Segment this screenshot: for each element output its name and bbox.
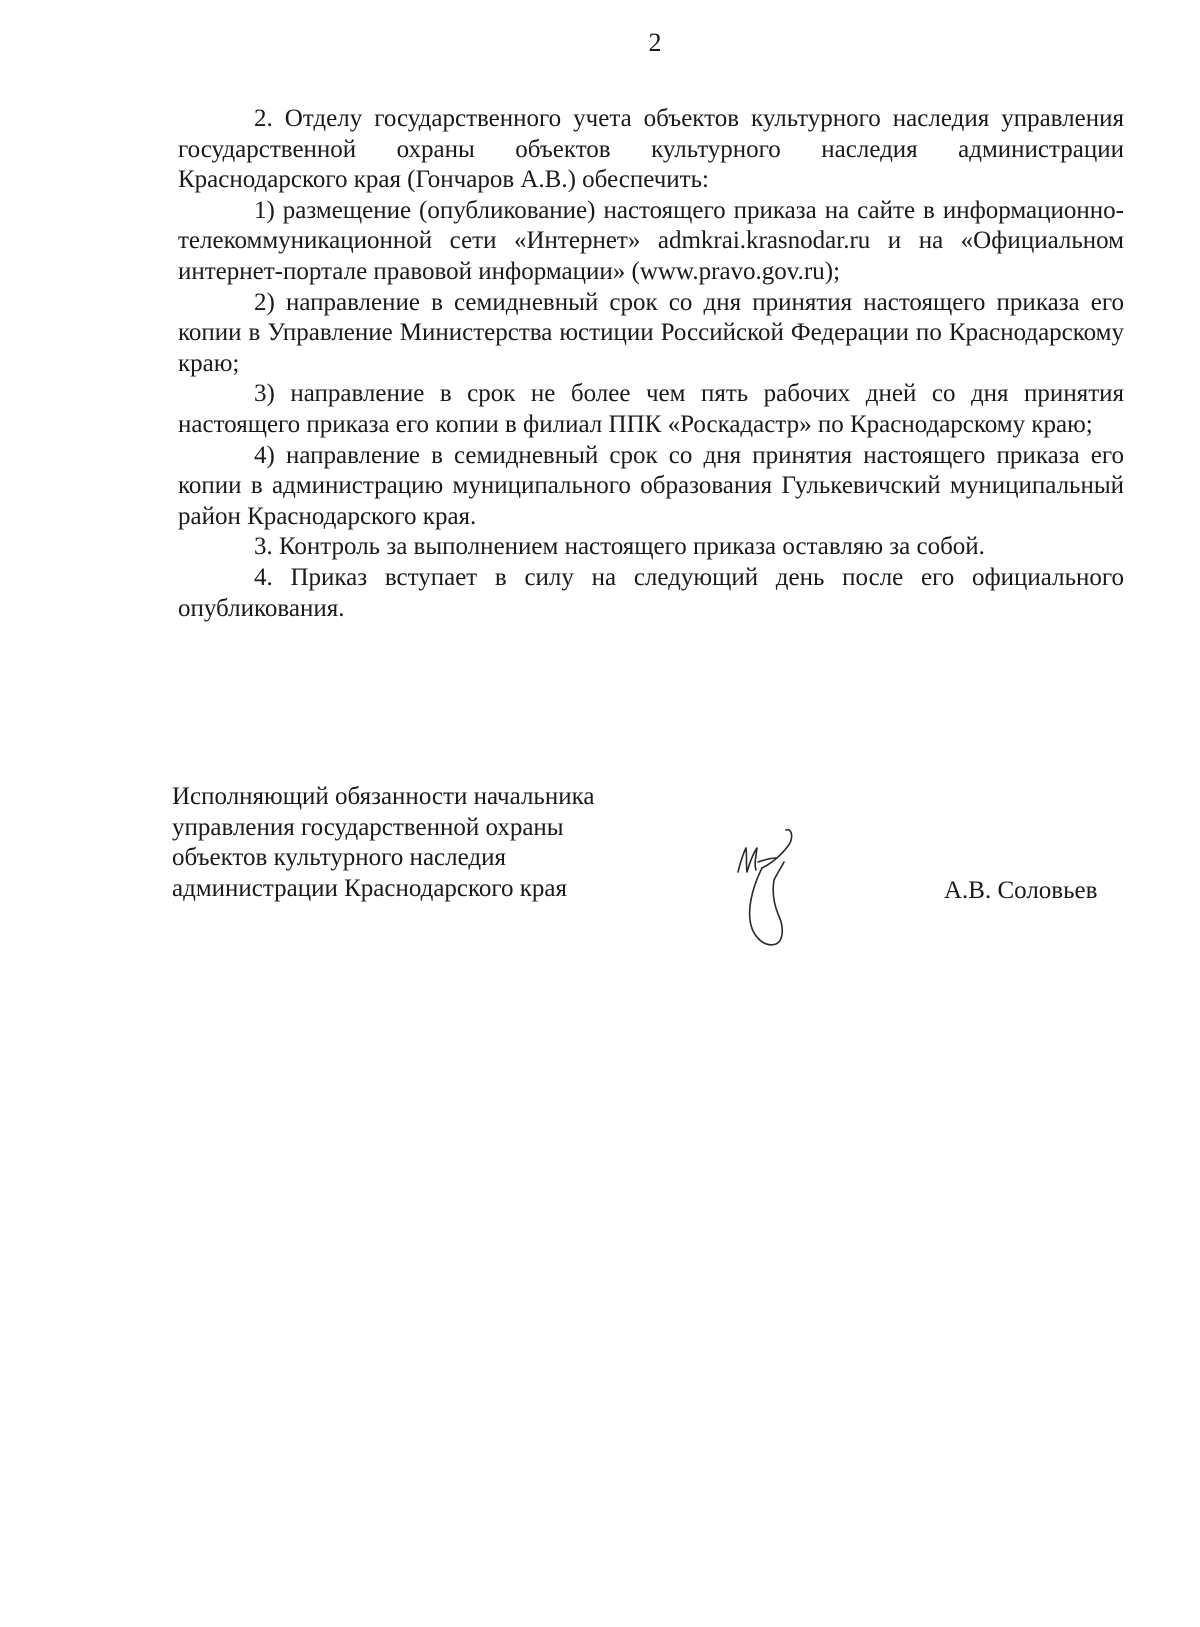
position-line: объектов культурного наследия [172, 844, 506, 872]
position-line: администрации Краснодарского края [172, 874, 568, 902]
paragraph-subitem-1: 1) размещение (опубликование) настоящего приказа на сайте в информационно-телекоммуникационной сети «Интернет» admkrai.krasnodar.ru и на «Официальном интернет-портале правовой информации» (www.pravo.gov.ru); [178, 196, 1124, 285]
document-body [178, 104, 1124, 624]
paragraph-subitem-3: 3) направление в срок не более чем пять рабочих дней со дня принятия настоящего приказа его копии в филиал ППК «Роскадастр» по Краснодарскому краю; [178, 380, 1124, 438]
paragraph-item-3: 3. Контроль за выполнением настоящего приказа оставляю за собой. [254, 533, 985, 561]
handwritten-signature [734, 828, 834, 958]
paragraph-item-2: 2. Отделу государственного учета объектов культурного наследия управления государственной охраны объектов культурного наследия администрации Краснодарского края (Гончаров А.В.) обеспечить: [178, 105, 1124, 194]
paragraph-item-4: 4. Приказ вступает в силу на следующий день после его официального опубликования. [178, 563, 1124, 622]
page-number: 2 [648, 28, 662, 57]
signer-name: А.В. Соловьев [944, 877, 1098, 904]
signatory-position [172, 782, 594, 904]
paragraph-subitem-2: 2) направление в семидневный срок со дня принятия настоящего приказа его копии в Управление Министерства юстиции Российской Федерации по Краснодарскому краю; [178, 288, 1124, 377]
position-line: управления государственной охраны [172, 813, 564, 841]
position-line: Исполняющий обязанности начальника [172, 783, 595, 810]
paragraph-subitem-4: 4) направление в семидневный срок со дня принятия настоящего приказа его копии в администрацию муниципального образования Гулькевичский муниципальный район Краснодарского края. [178, 441, 1124, 530]
